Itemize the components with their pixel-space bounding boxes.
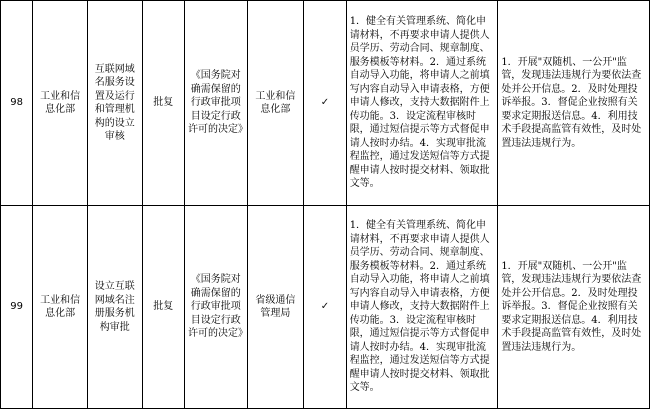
row-implementing-organ — [247, 1, 304, 206]
row-number: 98 — [1, 1, 33, 206]
row-item-name — [87, 1, 142, 206]
row-implementing-organ-text: 工业和信息化部 — [255, 90, 296, 115]
row-type: 批复 — [142, 1, 184, 206]
row-checkmark: ✓ — [304, 206, 346, 409]
row-checkmark: ✓ — [304, 1, 346, 206]
row-department-text: 工业和信息化部 — [40, 90, 81, 115]
row-number: 99 — [1, 206, 33, 409]
row-item-name-text: 互联网域名服务设置及运行和管理机构的设立审核 — [94, 63, 135, 142]
row-legal-basis-text: 《国务院对确需保留的行政审批项目设定行政许可的决定》 — [187, 274, 248, 340]
row-department-text: 工业和信息化部 — [40, 294, 81, 319]
table-row — [1, 1, 650, 206]
row-item-name-text: 设立互联网域名注册服务机构审批 — [94, 281, 135, 333]
row-reform-measures: 1．健全有关管理系统、简化申请材料，不再要求申请人提供人员学历、劳动合同、规章制度、服务模板等材料。2．通过系统自动导入功能，将申请人之前填写内容自动导入申请表格，方便申请人修改，支持大数据附件上传功能。3．设定流程审核时限，通过短信提示等方式督促申请人按时办结。4．实现审批流程监控，通过发送短信等方式提醒申请人按时提交材料、领取批文等。 — [346, 206, 498, 409]
row-department — [33, 1, 88, 206]
row-implementing-organ — [247, 206, 304, 409]
row-supervision-measures: 1．开展"双随机、一公开"监管，发现违法违规行为要依法查处并公开信息。2．及时处理投诉举报。3．督促企业按照有关要求定期报送信息。4．利用技术手段提高监管有效性，及时处置违法违规行为。 — [498, 1, 650, 206]
row-legal-basis — [184, 206, 247, 409]
row-item-name — [87, 206, 142, 409]
row-type: 批复 — [142, 206, 184, 409]
row-implementing-organ-text: 省级通信管理局 — [255, 294, 296, 319]
row-legal-basis — [184, 1, 247, 206]
row-legal-basis-text: 《国务院对确需保留的行政审批项目设定行政许可的决定》 — [187, 70, 248, 136]
row-supervision-measures: 1．开展"双随机、一公开"监管，发现违法违规行为要依法查处并公开信息。2．及时处理投诉举报。3．督促企业按照有关要求定期报送信息。4．利用技术手段提高监管有效性，及时处置违法违规行为。 — [498, 206, 650, 409]
row-reform-measures: 1．健全有关管理系统、简化申请材料，不再要求申请人提供人员学历、劳动合同、规章制度、服务模板等材料。2．通过系统自动导入功能，将申请人之前填写内容自动导入申请表格，方便申请人修改，支持大数据附件上传功能。3．设定流程审核时限，通过短信提示等方式督促申请人按时办结。4．实现审批流程监控，通过发送短信等方式提醒申请人按时提交材料、领取批文等。 — [346, 1, 498, 206]
table-row — [1, 206, 650, 409]
row-department — [33, 206, 88, 409]
